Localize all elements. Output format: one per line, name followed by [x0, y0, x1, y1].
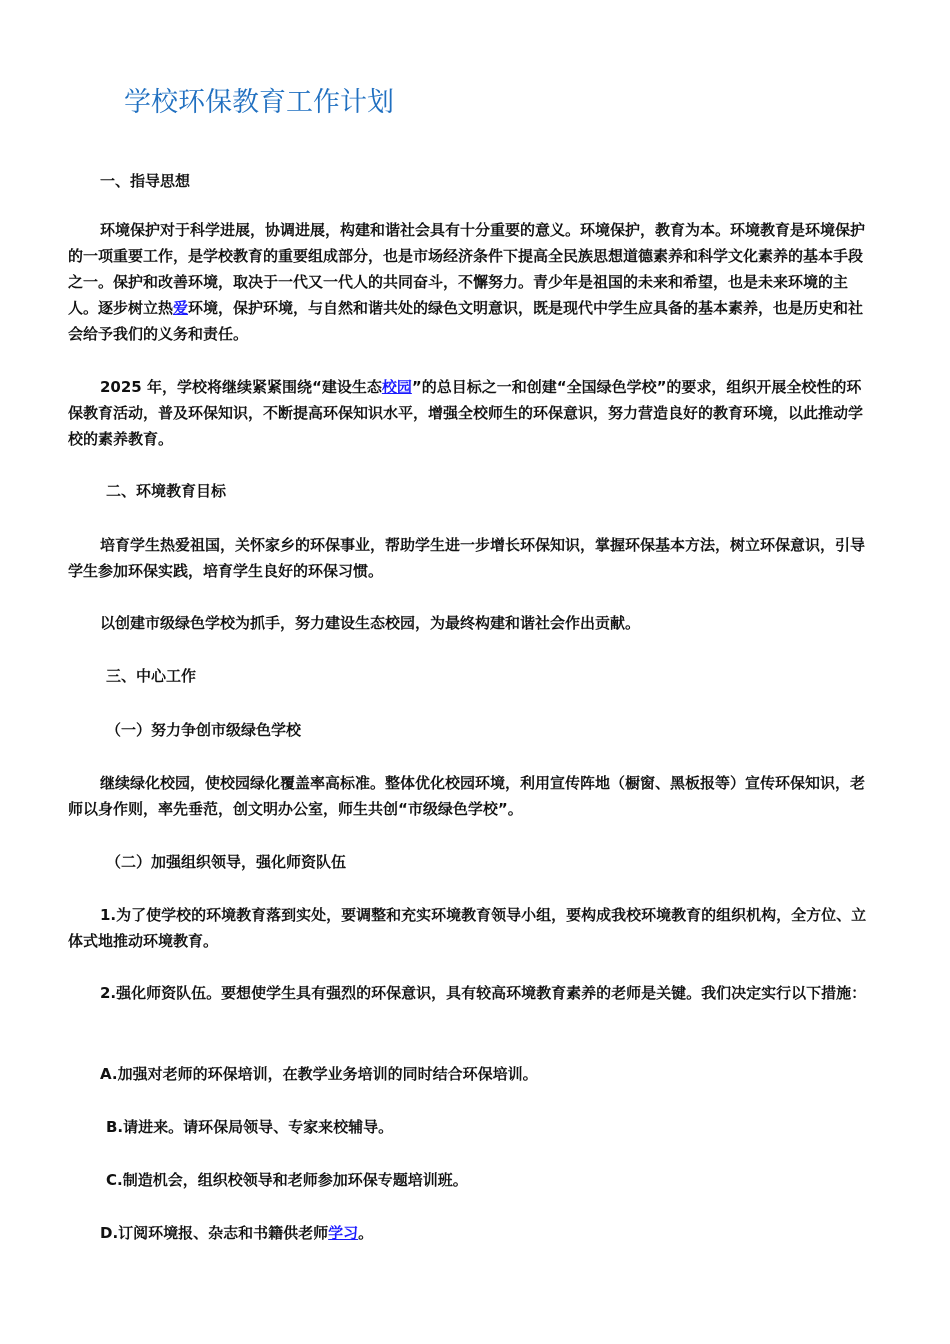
paragraph-leadership-group: 1.为了使学校的环境教育落到实处，要调整和充实环境教育领导小组，要构成我校环境教育的组织机构，全方位、立体式地推动环境教育。 [68, 906, 867, 950]
paragraph-env-importance [68, 217, 874, 347]
link-study[interactable]: 学习 [328, 1224, 359, 1242]
section-heading-education-goals: 二、环境教育目标 [106, 482, 227, 500]
list-item-text: D.订阅环境报、杂志和书籍供老师 [100, 1224, 329, 1242]
paragraph-text: 环境保护对于科学进展，协调进展，构建和谐社会具有十分重要的意义。环境保护，教育为本。环境教育是环境保护的一项重要工作，是学校教育的重要组成部分，也是市场经济条件下提高全民族思想道德素养和科学文化素养的基本手段之一。保护和改善环境，取决于一代又一代人的共同奋斗，不懈努力。青少年是祖国的未来和希望，也是未来环境的主人。逐步树立热 [68, 221, 866, 317]
paragraph-cultivate-students: 培育学生热爱祖国，关怀家乡的环保事业，帮助学生进一步增长环保知识，掌握环保基本方法，树立环保意识，引导学生参加环保实践，培育学生良好的环保习惯。 [68, 536, 866, 580]
list-item-c: C.制造机会，组织校领导和老师参加环保专题培训班。 [106, 1171, 468, 1189]
paragraph-greening-campus: 继续绿化校园，使校园绿化覆盖率高标准。整体优化校园环境，利用宣传阵地（橱窗、黑板报等）宣传环保知识，老师以身作则，率先垂范，创文明办公室，师生共创“市级绿色学校”。 [68, 774, 866, 818]
paragraph-2025-plan [68, 374, 874, 452]
subheading-organization: （二）加强组织领导，强化师资队伍 [106, 853, 347, 871]
list-item-text: 。 [358, 1224, 374, 1242]
link-campus[interactable]: 校园 [381, 378, 412, 396]
link-love[interactable]: 爱 [173, 299, 189, 317]
document-title: 学校环保教育工作计划 [124, 87, 394, 118]
subheading-green-school: （一）努力争创市级绿色学校 [106, 721, 302, 739]
section-heading-guiding-thought: 一、指导思想 [100, 172, 191, 190]
list-item-d [100, 1220, 906, 1246]
paragraph-text: 环境，保护环境，与自然和谐共处的绿色文明意识，既是现代中学生应具备的基本素养，也是历史和社会给予我们的义务和责任。 [68, 299, 864, 343]
paragraph-teacher-team: 2.强化师资队伍。要想使学生具有强烈的环保意识，具有较高环境教育素养的老师是关键。我们决定实行以下措施： [100, 984, 867, 1002]
section-heading-core-work: 三、中心工作 [106, 667, 197, 685]
paragraph-text: ”的总目标之一和创建“全国绿色学校”的要求，组织开展全校性的环保教育活动，普及环保知识，不断提高环保知识水平，增强全校师生的环保意识，努力营造良好的教育环境，以此推动学校的素养教育。 [68, 378, 864, 448]
list-item-b: B.请进来。请环保局领导、专家来校辅导。 [106, 1118, 394, 1136]
list-item-a: A.加强对老师的环保培训，在教学业务培训的同时结合环保培训。 [100, 1065, 538, 1083]
paragraph-green-school: 以创建市级绿色学校为抓手，努力建设生态校园，为最终构建和谐社会作出贡献。 [100, 614, 641, 632]
paragraph-text: 2025 年，学校将继续紧紧围绕“建设生态 [100, 378, 382, 396]
